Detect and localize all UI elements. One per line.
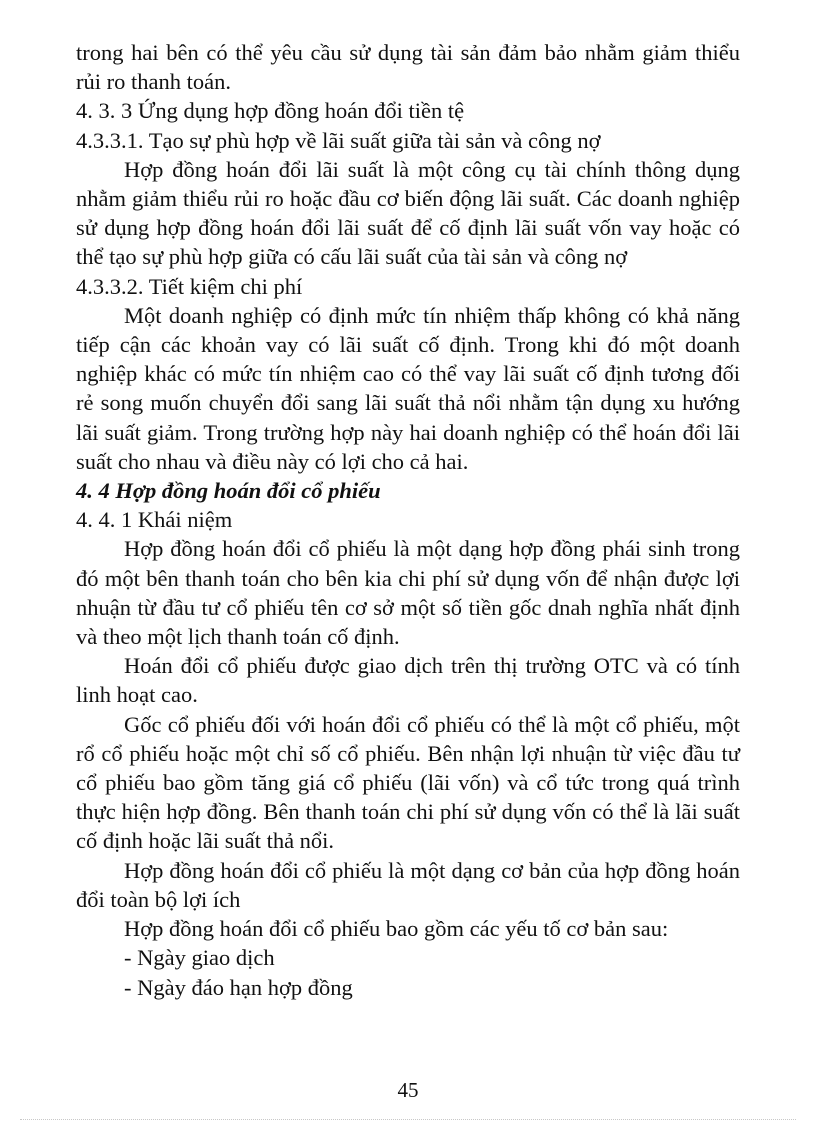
footer-divider	[20, 1119, 796, 1120]
paragraph-4-4-1-elements: Hợp đồng hoán đổi cổ phiếu bao gồm các yếu tố cơ bản sau:	[124, 916, 669, 942]
paragraph-4-4-1-otc: Hoán đổi cổ phiếu được giao dịch trên thị trường OTC và có tính linh hoạt cao.	[76, 653, 740, 708]
paragraph-4-3-3-1: Hợp đồng hoán đổi lãi suất là một công cụ tài chính thông dụng nhằm giảm thiểu rủi ro hoặc đầu cơ biến động lãi suất. Các doanh nghiệp sử dụng hợp đồng hoán đổi lãi suất để cố định lãi suất vốn vay hoặc có thể tạo sự phù hợp giữa có cấu lãi suất của tài sản và công nợ	[76, 156, 740, 270]
paragraph-4-4-1-underlying: Gốc cổ phiếu đối với hoán đổi cổ phiếu có thể là một cổ phiếu, một rổ cổ phiếu hoặc một chỉ số cổ phiếu. Bên nhận lợi nhuận từ việc đầu tư cổ phiếu bao gồm tăng giá cổ phiếu (lãi vốn) và cổ tức trong quá trình thực hiện hợp đồng. Bên thanh toán chi phí sử dụng vốn có thể là lãi suất cố định hoặc lãi suất thả nổi.	[76, 711, 740, 854]
section-heading-4-4: 4. 4 Hợp đồng hoán đổi cổ phiếu	[76, 478, 381, 504]
subsection-heading-4-3-3-1: 4.3.3.1. Tạo sự phù hợp về lãi suất giữa tài sản và công nợ	[76, 127, 601, 153]
paragraph-4-4-1-total-return: Hợp đồng hoán đổi cổ phiếu là một dạng cơ bản của hợp đồng hoán đổi toàn bộ lợi ích	[76, 857, 740, 912]
paragraph-continued: trong hai bên có thể yêu cầu sử dụng tài sản đảm bảo nhằm giảm thiểu rủi ro thanh toán.	[76, 40, 740, 95]
list-item-maturity-date: - Ngày đáo hạn hợp đồng	[124, 974, 353, 1000]
section-heading-4-3-3: 4. 3. 3 Ứng dụng hợp đồng hoán đổi tiền tệ	[76, 98, 465, 124]
paragraph-4-4-1-definition: Hợp đồng hoán đổi cổ phiếu là một dạng hợp đồng phái sinh trong đó một bên thanh toán cho bên kia chi phí sử dụng vốn để nhận được lợi nhuận từ đầu tư cổ phiếu tên cơ sở một số tiền gốc dnah nghĩa nhất định và theo một lịch thanh toán cố định.	[76, 536, 740, 650]
paragraph-4-3-3-2: Một doanh nghiệp có định mức tín nhiệm thấp không có khả năng tiếp cận các khoản vay có lãi suất cố định. Trong khi đó một doanh nghiệp khác có mức tín nhiệm cao có thể vay lãi suất cố định tương đối rẻ song muốn chuyển đổi sang lãi suất thả nổi nhằm tận dụng xu hướng lãi suất giảm. Trong trường hợp này hai doanh nghiệp có thể hoán đổi lãi suất cho nhau và điều này có lợi cho cả hai.	[76, 302, 740, 474]
subsection-heading-4-4-1: 4. 4. 1 Khái niệm	[76, 507, 233, 533]
subsection-heading-4-3-3-2: 4.3.3.2. Tiết kiệm chi phí	[76, 273, 303, 299]
list-item-trade-date: - Ngày giao dịch	[124, 945, 275, 971]
page-number: 45	[397, 1078, 419, 1102]
document-page	[76, 38, 740, 1002]
